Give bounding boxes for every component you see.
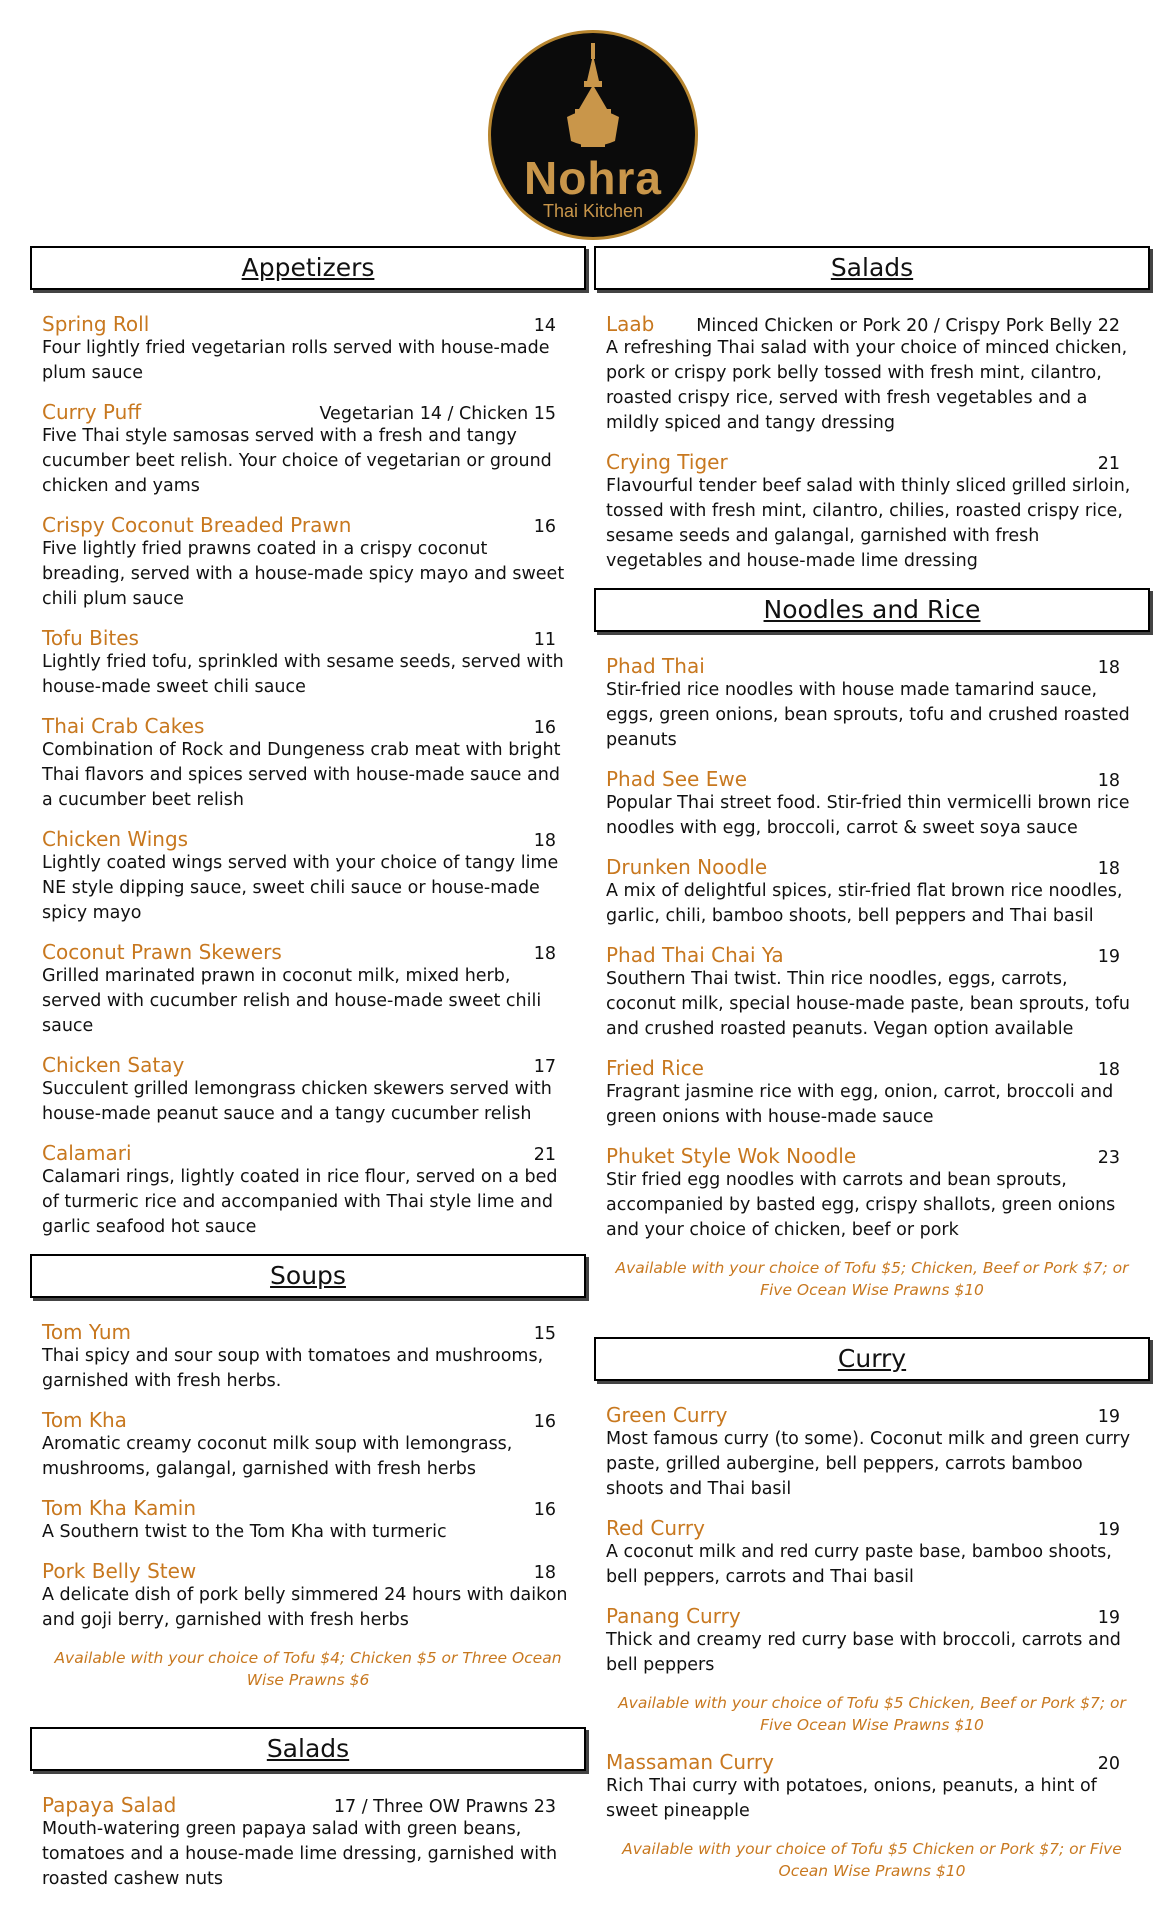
- menu-item-name: Tom Yum: [42, 1320, 131, 1344]
- noodles-list: [594, 654, 1150, 1243]
- menu-item-description: Lightly coated wings served with your choice of tangy lime NE style dipping sauce, sweet chili sauce or house-made spicy mayo: [42, 853, 559, 923]
- menu-item-name: Coconut Prawn Skewers: [42, 940, 282, 964]
- menu-item-price: 11: [533, 630, 556, 650]
- menu-item-name: Phad Thai Chai Ya: [606, 943, 784, 967]
- menu-item: [30, 626, 586, 700]
- menu-item: [30, 400, 586, 499]
- menu-item: [594, 1750, 1150, 1824]
- menu-item-price: 16: [533, 517, 556, 537]
- menu-item-header: [42, 626, 574, 650]
- menu-item-name: Phad Thai: [606, 654, 705, 678]
- menu-item-name: Tom Kha Kamin: [42, 1496, 197, 1520]
- menu-item-description: A Southern twist to the Tom Kha with turmeric: [42, 1522, 447, 1542]
- menu-item-price: 14: [533, 316, 556, 336]
- menu-item-description: Five lightly fried prawns coated in a crispy coconut breading, served with a house-made spicy mayo and sweet chili plum sauce: [42, 539, 565, 609]
- menu-item: [30, 312, 586, 386]
- menu-item-price: 16: [533, 1500, 556, 1520]
- appetizers-list: [30, 312, 586, 1240]
- menu-item-header: [606, 855, 1138, 879]
- menu-item-price: 19: [1097, 947, 1120, 967]
- menu-item-price: 16: [533, 1412, 556, 1432]
- menu-item-price: 16: [533, 718, 556, 738]
- menu-item: [594, 855, 1150, 929]
- massaman-add-on-note: Available with your choice of Tofu $5 Chicken or Pork $7; or Five Ocean Wise Prawns $10: [622, 1840, 1122, 1880]
- section-header-salads-right: Salads: [594, 246, 1150, 290]
- salads-left-list: [30, 1793, 586, 1892]
- curry-add-on-note: Available with your choice of Tofu $5 Chicken, Beef or Pork $7; or Five Ocean Wise Prawns $10: [618, 1694, 1126, 1734]
- curry-extra: [594, 1750, 1150, 1824]
- menu-item-description: Mouth-watering green papaya salad with green beans, tomatoes and a house-made lime dressing, garnished with roasted cashew nuts: [42, 1819, 558, 1889]
- menu-item: [30, 827, 586, 926]
- menu-item: [30, 1496, 586, 1545]
- menu-item: [594, 312, 1150, 436]
- menu-item-name: Chicken Wings: [42, 827, 189, 851]
- menu-item-name: Panang Curry: [606, 1604, 741, 1628]
- menu-item-price: 23: [1097, 1148, 1120, 1168]
- menu-item-price: 21: [1097, 454, 1120, 474]
- menu-item-name: Massaman Curry: [606, 1750, 774, 1774]
- menu-item-header: [42, 827, 574, 851]
- menu-item-price: 21: [533, 1145, 556, 1165]
- menu-item: [594, 1144, 1150, 1243]
- menu-item-price: Vegetarian 14 / Chicken 15: [319, 404, 556, 424]
- menu-item-description: A delicate dish of pork belly simmered 24 hours with daikon and goji berry, garnished with fresh herbs: [42, 1585, 568, 1630]
- menu-item-description: Popular Thai street food. Stir-fried thin vermicelli brown rice noodles with egg, broccoli, carrot & sweet soya sauce: [606, 793, 1130, 838]
- menu-item-name: Thai Crab Cakes: [42, 714, 205, 738]
- soups-add-on-note: Available with your choice of Tofu $4; Chicken $5 or Three Ocean Wise Prawns $6: [54, 1649, 562, 1689]
- menu-item: [30, 1053, 586, 1127]
- menu-item-name: Calamari: [42, 1141, 132, 1165]
- menu-item-header: [606, 1750, 1138, 1774]
- menu-item-description: Lightly fried tofu, sprinkled with sesame seeds, served with house-made sweet chili sauce: [42, 652, 564, 697]
- menu-item-description: Combination of Rock and Dungeness crab meat with bright Thai flavors and spices served with house-made sauce and a cucumber beet relish: [42, 740, 561, 810]
- menu-item-description: Aromatic creamy coconut milk soup with lemongrass, mushrooms, galangal, garnished with fresh herbs: [42, 1434, 513, 1479]
- menu-item-header: [606, 1144, 1138, 1168]
- menu-item-description: A mix of delightful spices, stir-fried flat brown rice noodles, garlic, chili, bamboo shoots, bell peppers and Thai basil: [606, 881, 1123, 926]
- salads-right-list: [594, 312, 1150, 574]
- menu-item-name: Phad See Ewe: [606, 767, 748, 791]
- menu-item-price: 19: [1097, 1520, 1120, 1540]
- menu-item-header: [42, 940, 574, 964]
- menu-item-name: Tofu Bites: [42, 626, 139, 650]
- section-header-appetizers: Appetizers: [30, 246, 586, 290]
- menu-item-name: Pork Belly Stew: [42, 1559, 197, 1583]
- menu-item: [594, 450, 1150, 574]
- menu-item-price: 18: [533, 944, 556, 964]
- menu-item-header: [606, 1604, 1138, 1628]
- menu-item: [594, 943, 1150, 1042]
- menu-item-header: [42, 1053, 574, 1077]
- menu-item: [30, 1793, 586, 1892]
- menu-item-price: 18: [1097, 1060, 1120, 1080]
- menu-item-price: 17: [533, 1057, 556, 1077]
- menu-item-name: Crying Tiger: [606, 450, 728, 474]
- menu-item-name: Papaya Salad: [42, 1793, 177, 1817]
- noodles-add-on-note: Available with your choice of Tofu $5; Chicken, Beef or Pork $7; or Five Ocean Wise Prawns $10: [615, 1259, 1129, 1299]
- menu-item-description: Stir fried egg noodles with carrots and bean sprouts, accompanied by basted egg, crispy shallots, green onions and your choice of chicken, beef or pork: [606, 1170, 1116, 1240]
- menu-item-header: [606, 450, 1138, 474]
- section-header-salads-left: Salads: [30, 1727, 586, 1771]
- menu-item-price: 17 / Three OW Prawns 23: [333, 1797, 556, 1817]
- menu-item-price: 19: [1097, 1407, 1120, 1427]
- menu-item-description: Thai spicy and sour soup with tomatoes and mushrooms, garnished with fresh herbs.: [42, 1346, 544, 1391]
- menu-item-description: A refreshing Thai salad with your choice of minced chicken, pork or crispy pork belly tossed with fresh mint, cilantro, roasted crispy rice, served with fresh vegetables and a mildly spiced and tangy dressing: [606, 338, 1128, 433]
- menu-item-header: [42, 312, 574, 336]
- menu-item-price: 15: [533, 1324, 556, 1344]
- menu-item-header: [42, 714, 574, 738]
- menu-item-name: Phuket Style Wok Noodle: [606, 1144, 857, 1168]
- left-column: [30, 246, 586, 1906]
- menu-item: [594, 1604, 1150, 1678]
- menu-item-description: A coconut milk and red curry paste base, bamboo shoots, bell peppers, carrots and Thai basil: [606, 1542, 1112, 1587]
- menu-item-name: Crispy Coconut Breaded Prawn: [42, 513, 352, 537]
- menu-item-header: [606, 943, 1138, 967]
- menu-item-header: [42, 1793, 574, 1817]
- menu-item-name: Curry Puff: [42, 400, 142, 424]
- menu-item-description: Grilled marinated prawn in coconut milk, mixed herb, served with cucumber relish and house-made sweet chili sauce: [42, 966, 542, 1036]
- menu-item-description: Four lightly fried vegetarian rolls served with house-made plum sauce: [42, 338, 550, 383]
- menu-item: [594, 1403, 1150, 1502]
- menu-item-header: [42, 1559, 574, 1583]
- menu-item-description: Flavourful tender beef salad with thinly sliced grilled sirloin, tossed with fresh mint, cilantro, chilies, roasted crispy rice, sesame seeds and galangal, garnished with fresh vegetables and house-made lime dressing: [606, 476, 1131, 571]
- menu-item-name: Laab: [606, 312, 655, 336]
- menu-item-header: [606, 1403, 1138, 1427]
- menu-item: [594, 654, 1150, 753]
- curry-list: [594, 1403, 1150, 1678]
- menu-item-header: [42, 1320, 574, 1344]
- menu-item-name: Fried Rice: [606, 1056, 704, 1080]
- menu-item-description: Calamari rings, lightly coated in rice flour, served on a bed of turmeric rice and accompanied with Thai style lime and garlic seafood hot sauce: [42, 1167, 558, 1237]
- menu-item-price: 18: [1097, 658, 1120, 678]
- menu-item-name: Green Curry: [606, 1403, 728, 1427]
- menu-item: [30, 714, 586, 813]
- menu-item: [30, 513, 586, 612]
- menu-item-price: 18: [533, 1563, 556, 1583]
- menu-item-header: [606, 1516, 1138, 1540]
- menu-item-header: [606, 654, 1138, 678]
- right-column: [594, 246, 1150, 1896]
- menu-item-price: 18: [1097, 771, 1120, 791]
- section-header-curry: Curry: [594, 1337, 1150, 1381]
- menu-item-name: Drunken Noodle: [606, 855, 768, 879]
- menu-item-header: [606, 1056, 1138, 1080]
- menu-item-description: Stir-fried rice noodles with house made tamarind sauce, eggs, green onions, bean sprouts, tofu and crushed roasted peanuts: [606, 680, 1130, 750]
- menu-item-price: Minced Chicken or Pork 20 / Crispy Pork Belly 22: [696, 316, 1120, 336]
- menu-item-header: [42, 400, 574, 424]
- menu-item-header: [42, 513, 574, 537]
- menu-item-description: Succulent grilled lemongrass chicken skewers served with house-made peanut sauce and a tangy cucumber relish: [42, 1079, 552, 1124]
- section-header-noodles: Noodles and Rice: [594, 588, 1150, 632]
- menu-item-header: [42, 1141, 574, 1165]
- menu-item-header: [42, 1496, 574, 1520]
- menu-item-description: Fragrant jasmine rice with egg, onion, carrot, broccoli and green onions with house-made sauce: [606, 1082, 1114, 1127]
- menu-item-description: Five Thai style samosas served with a fresh and tangy cucumber beet relish. Your choice of vegetarian or ground chicken and yams: [42, 426, 552, 496]
- menu-item-header: [606, 312, 1138, 336]
- menu-item-name: Tom Kha: [42, 1408, 127, 1432]
- menu-item-price: 20: [1097, 1754, 1120, 1774]
- logo-subtitle: Thai Kitchen: [542, 201, 644, 221]
- menu-item: [30, 1320, 586, 1394]
- menu-item-description: Most famous curry (to some). Coconut milk and green curry paste, grilled aubergine, bell peppers, carrots bamboo shoots and Thai basil: [606, 1429, 1131, 1499]
- menu-item-description: Southern Thai twist. Thin rice noodles, eggs, carrots, coconut milk, special house-made paste, bean sprouts, tofu and crushed roasted peanuts. Vegan option available: [606, 969, 1130, 1039]
- menu-item: [30, 1408, 586, 1482]
- restaurant-logo: [488, 30, 698, 240]
- menu-item-header: [42, 1408, 574, 1432]
- menu-item: [594, 1516, 1150, 1590]
- soups-list: [30, 1320, 586, 1633]
- menu-item-name: Red Curry: [606, 1516, 705, 1540]
- menu-item: [30, 1559, 586, 1633]
- menu-item: [30, 940, 586, 1039]
- menu-item-description: Thick and creamy red curry base with broccoli, carrots and bell peppers: [606, 1630, 1121, 1675]
- menu-item-name: Spring Roll: [42, 312, 150, 336]
- menu-item-header: [606, 767, 1138, 791]
- menu-item-price: 18: [1097, 859, 1120, 879]
- logo-name: Nohra: [524, 152, 662, 204]
- menu-item-price: 19: [1097, 1608, 1120, 1628]
- section-header-soups: Soups: [30, 1254, 586, 1298]
- menu-item: [594, 1056, 1150, 1130]
- menu-item: [30, 1141, 586, 1240]
- menu-item-name: Chicken Satay: [42, 1053, 185, 1077]
- menu-item: [594, 767, 1150, 841]
- menu-item-price: 18: [533, 831, 556, 851]
- menu-item-description: Rich Thai curry with potatoes, onions, peanuts, a hint of sweet pineapple: [606, 1776, 1097, 1821]
